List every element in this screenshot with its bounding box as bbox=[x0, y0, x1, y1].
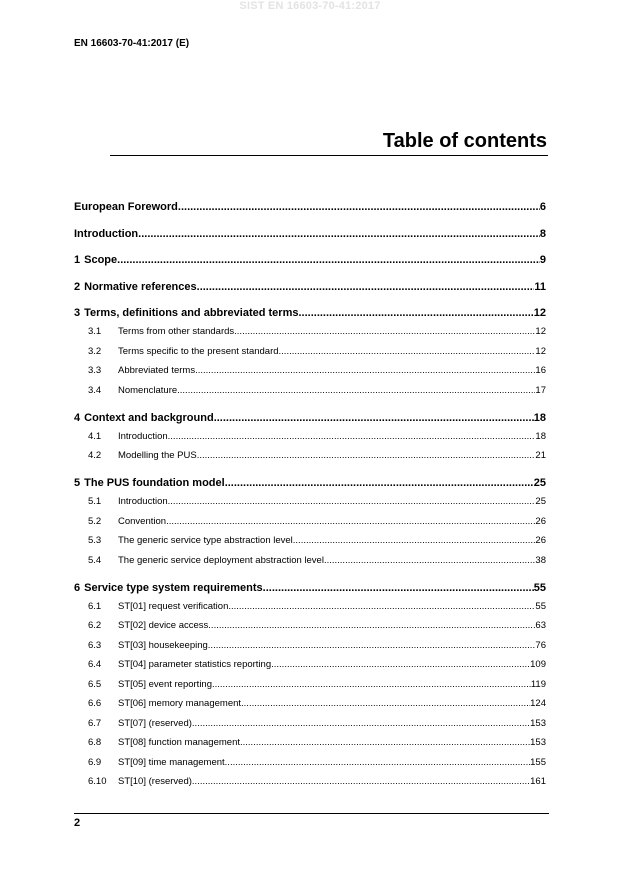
toc-entry-page: 55 bbox=[535, 600, 546, 612]
watermark: SIST EN 16603-70-41:2017 bbox=[239, 0, 381, 12]
toc-subentry[interactable] bbox=[74, 427, 546, 447]
dot-leader bbox=[241, 694, 530, 714]
document-id: EN 16603-70-41:2017 (E) bbox=[74, 38, 190, 49]
dot-leader bbox=[298, 305, 533, 322]
toc-entry-label: Terms specific to the present standard bbox=[118, 345, 279, 357]
toc-subentry[interactable] bbox=[74, 531, 546, 551]
toc-entry-label: The PUS foundation model bbox=[84, 477, 225, 489]
toc-subentry[interactable] bbox=[74, 361, 546, 381]
toc-entry-number: 6.7 bbox=[88, 717, 102, 729]
dot-leader bbox=[195, 361, 535, 381]
toc-entry-label: ST[09] time management bbox=[118, 756, 225, 768]
toc-entry-label: ST[01] request verification bbox=[118, 600, 229, 612]
toc-entry-label: The generic service deployment abstraction level bbox=[118, 554, 324, 566]
dot-leader bbox=[197, 279, 535, 296]
dot-leader bbox=[225, 753, 530, 773]
toc-entry-page: 153 bbox=[530, 737, 546, 748]
toc-subentry[interactable] bbox=[74, 733, 546, 753]
dot-leader bbox=[208, 616, 535, 636]
page-title: Table of contents bbox=[382, 130, 547, 152]
dot-leader bbox=[212, 675, 531, 695]
toc-entry-page: 25 bbox=[535, 496, 546, 507]
dot-leader bbox=[197, 446, 536, 466]
dot-leader bbox=[271, 655, 530, 675]
toc-entry-label: Scope bbox=[84, 254, 118, 266]
toc-subentry[interactable] bbox=[74, 512, 546, 532]
dot-leader bbox=[192, 714, 530, 734]
toc-entry-page: 16 bbox=[535, 365, 546, 376]
toc-entry-label: Introduction bbox=[118, 496, 168, 507]
toc-subentry[interactable] bbox=[74, 772, 546, 792]
toc-entry-page: 12 bbox=[535, 326, 546, 337]
toc-entry[interactable] bbox=[74, 305, 546, 322]
toc-entry-label: ST[02] device access bbox=[118, 620, 209, 631]
toc-entry-number: 3.2 bbox=[88, 345, 102, 357]
toc-entry[interactable] bbox=[74, 475, 546, 492]
toc-entry[interactable] bbox=[74, 252, 546, 269]
toc-entry-page: 124 bbox=[530, 698, 546, 709]
toc-entry-page: 76 bbox=[535, 639, 546, 651]
toc-entry-number: 3.4 bbox=[88, 384, 102, 396]
toc-subentry[interactable] bbox=[74, 655, 546, 675]
dot-leader bbox=[234, 322, 535, 342]
dot-leader bbox=[293, 531, 536, 551]
toc-entry-label: ST[04] parameter statistics reporting bbox=[118, 659, 272, 670]
toc-entry-page: 55 bbox=[533, 581, 546, 594]
toc-entry-page: 161 bbox=[530, 776, 546, 787]
toc-entry-number: 5.4 bbox=[88, 554, 102, 566]
toc-entry-label: Nomenclature bbox=[118, 384, 178, 396]
page-number: 2 bbox=[74, 817, 81, 829]
dot-leader bbox=[117, 252, 540, 269]
toc-subentry[interactable] bbox=[74, 616, 546, 636]
title-underline bbox=[110, 155, 548, 156]
toc-entry-page: 18 bbox=[535, 430, 546, 442]
toc-entry-number: 5.2 bbox=[88, 515, 102, 527]
toc-entry-page: 119 bbox=[530, 678, 546, 690]
toc-entry-page: 8 bbox=[539, 227, 546, 240]
toc-entry-label: Normative references bbox=[84, 280, 197, 293]
dot-leader bbox=[228, 597, 535, 617]
dot-leader bbox=[192, 772, 530, 792]
toc-entry-label: Terms from other standards bbox=[118, 326, 235, 337]
table-of-contents bbox=[74, 199, 546, 792]
toc-entry-number: 6.4 bbox=[88, 659, 102, 670]
toc-entry-label: ST[03] housekeeping bbox=[118, 639, 208, 651]
toc-entry-page: 153 bbox=[530, 717, 546, 729]
toc-entry-page: 17 bbox=[535, 384, 546, 396]
toc-entry-number: 2 bbox=[74, 280, 81, 293]
toc-subentry[interactable] bbox=[74, 753, 546, 773]
toc-entry-number: 1 bbox=[74, 254, 81, 266]
toc-entry[interactable] bbox=[74, 410, 546, 427]
toc-entry-label: ST[05] event reporting bbox=[118, 678, 212, 690]
toc-entry-label: Modelling the PUS bbox=[118, 450, 197, 461]
toc-entry-label: Introduction bbox=[74, 227, 139, 240]
dot-leader bbox=[166, 512, 535, 532]
toc-subentry[interactable] bbox=[74, 694, 546, 714]
dot-leader bbox=[168, 427, 536, 447]
toc-entry-page: 25 bbox=[533, 477, 546, 489]
toc-entry-number: 5.1 bbox=[88, 496, 102, 507]
toc-entry-page: 155 bbox=[530, 756, 546, 768]
toc-entry-page: 21 bbox=[535, 450, 546, 461]
toc-entry-page: 109 bbox=[530, 659, 546, 670]
toc-entry-page: 63 bbox=[535, 620, 546, 631]
toc-subentry[interactable] bbox=[74, 322, 546, 342]
toc-entry-number: 4.1 bbox=[88, 430, 102, 442]
toc-entry-number: 4.2 bbox=[88, 450, 102, 461]
toc-entry-number: 6.2 bbox=[88, 620, 102, 631]
toc-entry-page: 9 bbox=[539, 254, 546, 266]
toc-subentry[interactable] bbox=[74, 551, 546, 571]
toc-entry-number: 5.3 bbox=[88, 535, 102, 546]
toc-subentry[interactable] bbox=[74, 342, 546, 362]
toc-entry-label: Service type system requirements bbox=[84, 581, 263, 594]
dot-leader bbox=[178, 199, 540, 216]
toc-entry-label: ST[06] memory management bbox=[118, 698, 242, 709]
dot-leader bbox=[279, 342, 536, 362]
toc-entry-number: 5 bbox=[74, 477, 81, 489]
toc-entry-label: Convention bbox=[118, 515, 167, 527]
dot-leader bbox=[208, 636, 536, 656]
toc-entry[interactable] bbox=[74, 226, 546, 243]
toc-entry-number: 6.1 bbox=[88, 600, 102, 612]
toc-subentry[interactable] bbox=[74, 675, 546, 695]
toc-entry-page: 38 bbox=[535, 554, 546, 566]
toc-entry-number: 4 bbox=[74, 411, 81, 424]
toc-entry-page: 12 bbox=[535, 345, 546, 357]
toc-entry-number: 6 bbox=[74, 581, 81, 594]
toc-entry[interactable] bbox=[74, 279, 546, 296]
toc-entry-number: 6.8 bbox=[88, 737, 102, 748]
toc-subentry[interactable] bbox=[74, 597, 546, 617]
toc-entry-page: 6 bbox=[539, 201, 546, 213]
toc-entry-number: 3.1 bbox=[88, 326, 102, 337]
toc-entry-page: 26 bbox=[535, 535, 546, 546]
toc-entry-number: 6.3 bbox=[88, 639, 102, 651]
dot-leader bbox=[324, 551, 535, 571]
toc-subentry[interactable] bbox=[74, 714, 546, 734]
toc-entry-label: Abbreviated terms bbox=[118, 365, 196, 376]
dot-leader bbox=[177, 381, 535, 401]
dot-leader bbox=[138, 226, 540, 243]
footer-rule bbox=[74, 813, 549, 814]
toc-entry-number: 3 bbox=[74, 307, 81, 319]
toc-entry-page: 18 bbox=[533, 411, 546, 424]
toc-entry-number: 6.10 bbox=[88, 776, 107, 787]
toc-entry-label: Terms, definitions and abbreviated terms bbox=[84, 307, 299, 319]
toc-entry-label: Context and background bbox=[84, 411, 214, 424]
toc-entry-number: 3.3 bbox=[88, 365, 102, 376]
toc-entry-label: European Foreword bbox=[74, 201, 178, 213]
toc-entry-number: 6.9 bbox=[88, 756, 102, 768]
toc-subentry[interactable] bbox=[74, 446, 546, 466]
toc-entry-page: 12 bbox=[533, 307, 546, 319]
toc-subentry[interactable] bbox=[74, 492, 546, 512]
toc-entry-number: 6.6 bbox=[88, 698, 102, 709]
toc-entry-label: The generic service type abstraction level bbox=[118, 535, 293, 546]
toc-entry[interactable] bbox=[74, 199, 546, 216]
toc-subentry[interactable] bbox=[74, 381, 546, 401]
dot-leader bbox=[225, 475, 534, 492]
toc-entry-page: 11 bbox=[534, 280, 546, 293]
toc-entry-label: ST[07] (reserved) bbox=[118, 717, 192, 729]
toc-entry-label: ST[08] function management bbox=[118, 737, 240, 748]
toc-entry-page: 26 bbox=[535, 515, 546, 527]
toc-entry-label: Introduction bbox=[118, 430, 168, 442]
toc-entry-number: 6.5 bbox=[88, 678, 102, 690]
toc-subentry[interactable] bbox=[74, 636, 546, 656]
dot-leader bbox=[214, 410, 534, 427]
dot-leader bbox=[240, 733, 530, 753]
toc-entry[interactable] bbox=[74, 580, 546, 597]
dot-leader bbox=[168, 492, 536, 512]
toc-entry-label: ST[10] (reserved) bbox=[118, 776, 192, 787]
dot-leader bbox=[263, 580, 534, 597]
